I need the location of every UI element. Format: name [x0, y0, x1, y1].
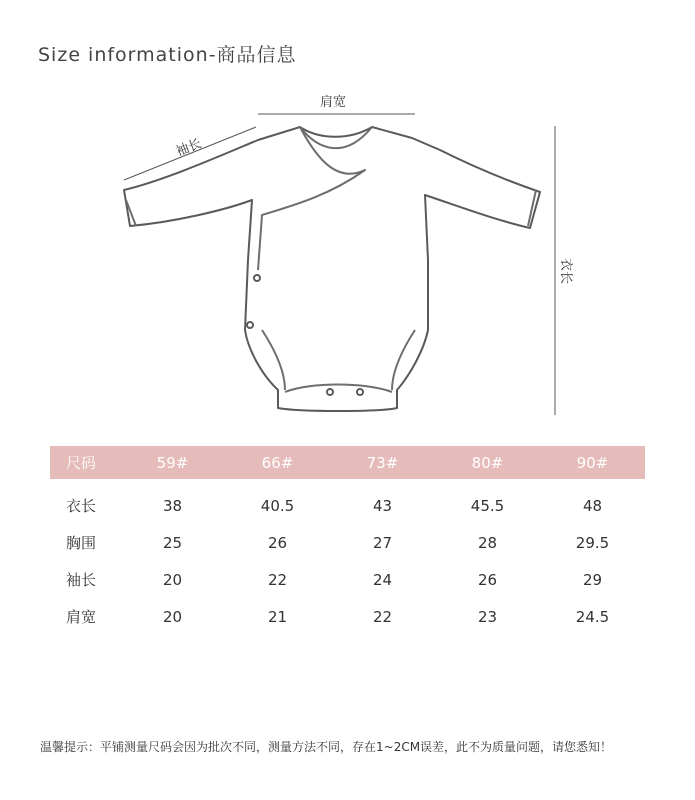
table-cell: 38 [162, 496, 183, 515]
table-cell: 26 [267, 533, 288, 552]
row-label: 胸围 [66, 534, 97, 552]
table-row-length [50, 487, 645, 524]
row-label: 肩宽 [66, 608, 97, 626]
size-table [50, 446, 645, 635]
header-cell-80: 80# [471, 453, 504, 472]
row-label: 衣长 [66, 497, 97, 515]
table-cell: 26 [477, 570, 498, 589]
table-cell: 45.5 [470, 496, 505, 515]
table-cell: 27 [372, 533, 393, 552]
header-cell-size: 尺码 [66, 454, 97, 472]
table-cell: 25 [162, 533, 183, 552]
length-label: 衣长 [558, 258, 573, 285]
table-cell: 21 [267, 607, 288, 626]
table-cell: 20 [162, 607, 183, 626]
table-cell: 23 [477, 607, 498, 626]
table-row-chest [50, 524, 645, 561]
table-row-shoulder [50, 598, 645, 635]
table-cell: 24 [372, 570, 393, 589]
sleeve-label: 袖长 [174, 136, 204, 160]
table-row-sleeve [50, 561, 645, 598]
row-label: 袖长 [66, 571, 97, 589]
table-cell: 40.5 [260, 496, 295, 515]
table-cell: 43 [372, 496, 393, 515]
table-cell: 22 [267, 570, 288, 589]
table-cell: 29.5 [575, 533, 610, 552]
table-cell: 48 [582, 496, 603, 515]
size-table-header [50, 446, 645, 479]
page-title: Size information-商品信息 [38, 44, 297, 66]
header-cell-90: 90# [576, 453, 609, 472]
table-cell: 29 [582, 570, 603, 589]
shoulder-label: 肩宽 [320, 95, 347, 110]
header-cell-66: 66# [261, 453, 294, 472]
bodysuit-outline [124, 127, 540, 411]
header-cell-73: 73# [366, 453, 399, 472]
table-cell: 22 [372, 607, 393, 626]
header-cell-59: 59# [156, 453, 189, 472]
measurement-tip: 温馨提示：平铺测量尺码会因为批次不同，测量方法不同，存在1~2CM误差，此不为质量问题，请您悉知！ [40, 740, 613, 754]
table-cell: 24.5 [575, 607, 610, 626]
table-cell: 20 [162, 570, 183, 589]
table-cell: 28 [477, 533, 498, 552]
